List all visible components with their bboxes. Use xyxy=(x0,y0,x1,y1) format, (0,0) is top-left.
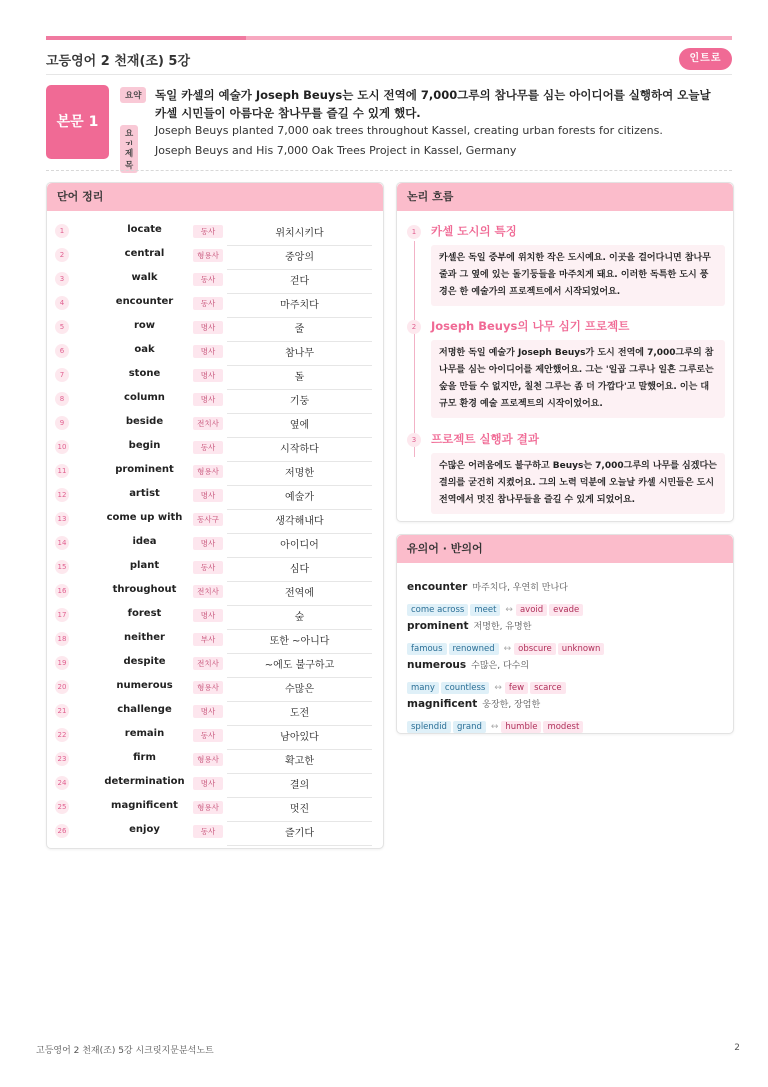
vocab-word: come up with xyxy=(106,512,183,523)
synonym-chip: famous xyxy=(407,643,447,655)
vocab-row xyxy=(47,435,383,459)
footer-text: 고등영어 2 천재(조) 5강 시크릿지문분석노트 xyxy=(36,1046,214,1056)
vocab-panel xyxy=(46,182,384,849)
part-of-speech-badge: 동사 xyxy=(193,561,223,574)
synonym-chip: renowned xyxy=(449,643,499,655)
vocab-row xyxy=(47,675,383,699)
vocab-number: 16 xyxy=(55,584,69,598)
vocab-word: neither xyxy=(124,632,165,643)
vocab-number: 13 xyxy=(55,512,69,526)
vocab-number: 19 xyxy=(55,656,69,670)
antonym-chip: humble xyxy=(501,721,541,733)
summary-text: 독일 카셀의 예술가 Joseph Beuys는 도시 전역에 7,000그루의 참나무를 심는 아이디어를 실행하여 오늘날 카셀 시민들이 아름다운 참나무를 즐길 수 있게 했다. xyxy=(155,88,711,120)
antonym-chip: obscure xyxy=(514,643,556,655)
synonym-chip: meet xyxy=(470,604,500,616)
part-of-speech-badge: 명사 xyxy=(193,489,223,502)
synonym-group xyxy=(407,653,727,693)
part-of-speech-badge: 전치사 xyxy=(193,585,223,598)
part-of-speech-badge: 명사 xyxy=(193,321,223,334)
opposite-arrow-icon: ↔ xyxy=(490,722,499,732)
vocab-word: encounter xyxy=(115,296,174,307)
vocab-number: 8 xyxy=(55,392,69,406)
vocab-meaning: 아이디어 xyxy=(227,536,372,558)
vocab-meaning: 기둥 xyxy=(227,392,372,414)
part-of-speech-badge: 형용사 xyxy=(193,753,223,766)
vocab-meaning: 줄 xyxy=(227,320,372,342)
vocab-number: 14 xyxy=(55,536,69,550)
header-divider xyxy=(46,74,732,75)
vocab-word: locate xyxy=(127,224,162,235)
vocab-number: 5 xyxy=(55,320,69,334)
part-of-speech-badge: 명사 xyxy=(193,777,223,790)
vocab-word: plant xyxy=(129,560,160,571)
vocab-meaning: 옆에 xyxy=(227,416,372,438)
part-of-speech-badge: 동사 xyxy=(193,297,223,310)
page-number: 2 xyxy=(734,1043,740,1053)
vocab-word: determination xyxy=(104,776,185,787)
vocab-meaning: 시작하다 xyxy=(227,440,372,462)
vocab-row xyxy=(47,651,383,675)
synonym-heading: 유의어 · 반의어 xyxy=(397,535,733,563)
step-body: 카셀은 독일 중부에 위치한 작은 도시예요. 이곳을 걸어다니면 참나무 줄과 그 옆에 있는 돌기둥들을 마주치게 돼요. 이러한 독특한 도시 풍경은 한 예술가의 프로젝트에서 시작되었어요. xyxy=(431,245,725,306)
vocab-word: column xyxy=(124,392,165,403)
vocab-word: beside xyxy=(125,416,164,427)
step-body: 저명한 독일 예술가 Joseph Beuys가 도시 전역에 7,000그루의 참나무를 심는 아이디어를 제안했어요. 그는 '일곱 그루나 일흔 그루로는 숲을 만들 수 없지만, 칠천 그루는 좀 더 가깝다'고 말했어요. 이는 대규모 환경 예술 프로젝트의 시작이었어요. xyxy=(431,340,725,418)
vocab-meaning: 확고한 xyxy=(227,752,372,774)
vocab-row xyxy=(47,627,383,651)
vocab-word: despite xyxy=(123,656,166,667)
vocab-number: 25 xyxy=(55,800,69,814)
synonym-group xyxy=(407,575,727,615)
vocab-row xyxy=(47,339,383,363)
vocab-row xyxy=(47,579,383,603)
vocab-number: 1 xyxy=(55,224,69,238)
vocab-meaning: 저명한 xyxy=(227,464,372,486)
vocab-row xyxy=(47,243,383,267)
part-of-speech-badge: 동사 xyxy=(193,441,223,454)
synonym-group xyxy=(407,614,727,654)
vocab-meaning: 결의 xyxy=(227,776,372,798)
step-body: 수많은 어려움에도 불구하고 Beuys는 7,000그루의 나무를 심겠다는 결의를 굳건히 지켰어요. 그의 노력 덕분에 오늘날 카셀 시민들은 도시 전역에서 멋진 참나무들을 즐길 수 있게 되었어요. xyxy=(431,453,725,514)
vocab-meaning: 도전 xyxy=(227,704,372,726)
antonym-chip: modest xyxy=(543,721,583,733)
part-of-speech-badge: 부사 xyxy=(193,633,223,646)
vocab-row xyxy=(47,411,383,435)
antonym-chip: unknown xyxy=(558,643,605,655)
vocab-heading: 단어 정리 xyxy=(47,183,383,211)
vocab-number: 7 xyxy=(55,368,69,382)
part-of-speech-badge: 동사 xyxy=(193,825,223,838)
vocab-meaning: 돌 xyxy=(227,368,372,390)
synonym-group xyxy=(407,692,727,732)
vocab-row xyxy=(47,387,383,411)
vocab-meaning: 수많은 xyxy=(227,680,372,702)
vocab-meaning: 생각해내다 xyxy=(227,512,372,534)
vocab-meaning: 중앙의 xyxy=(227,248,372,270)
vocab-meaning: ~에도 불구하고 xyxy=(227,656,372,678)
vocab-word: artist xyxy=(129,488,160,499)
vocab-row xyxy=(47,459,383,483)
vocab-number: 26 xyxy=(55,824,69,838)
vocab-row xyxy=(47,531,383,555)
vocab-row xyxy=(47,555,383,579)
vocab-row xyxy=(47,219,383,243)
intro-button[interactable]: 인트로 xyxy=(679,48,732,70)
timeline-line xyxy=(414,241,415,457)
part-of-speech-badge: 형용사 xyxy=(193,465,223,478)
part-of-speech-badge: 명사 xyxy=(193,393,223,406)
vocab-row xyxy=(47,267,383,291)
vocab-word: oak xyxy=(134,344,155,355)
part-of-speech-badge: 형용사 xyxy=(193,249,223,262)
vocab-row xyxy=(47,699,383,723)
step-title: 카셀 도시의 특징 xyxy=(431,224,517,238)
vocab-number: 17 xyxy=(55,608,69,622)
vocab-number: 21 xyxy=(55,704,69,718)
vocab-number: 4 xyxy=(55,296,69,310)
vocab-number: 15 xyxy=(55,560,69,574)
vocab-meaning: 멋진 xyxy=(227,800,372,822)
part-of-speech-badge: 명사 xyxy=(193,609,223,622)
part-of-speech-badge: 동사 xyxy=(193,273,223,286)
vocab-meaning: 숲 xyxy=(227,608,372,630)
vocab-number: 10 xyxy=(55,440,69,454)
synonym-meaning: 마주치다, 우연히 만나다 xyxy=(472,583,568,593)
part-of-speech-badge: 전치사 xyxy=(193,417,223,430)
vocab-word: stone xyxy=(128,368,161,379)
vocab-word: throughout xyxy=(112,584,177,595)
part-of-speech-badge: 명사 xyxy=(193,345,223,358)
vocab-meaning: 마주치다 xyxy=(227,296,372,318)
vocab-row xyxy=(47,795,383,819)
vocab-word: row xyxy=(133,320,156,331)
part-of-speech-badge: 명사 xyxy=(193,537,223,550)
part-of-speech-badge: 명사 xyxy=(193,705,223,718)
passage-label: 본문 1 xyxy=(46,85,109,159)
antonym-chip: avoid xyxy=(516,604,547,616)
step-title: 프로젝트 실행과 결과 xyxy=(431,432,539,446)
vocab-word: remain xyxy=(124,728,165,739)
section-divider xyxy=(46,170,732,171)
synonym-headword: magnificent xyxy=(407,698,478,710)
synonym-headword: prominent xyxy=(407,620,469,632)
vocab-meaning: 즐기다 xyxy=(227,824,372,846)
opposite-arrow-icon: ↔ xyxy=(505,605,513,615)
part-of-speech-badge: 전치사 xyxy=(193,657,223,670)
synonym-chip: splendid xyxy=(407,721,451,733)
vocab-meaning: 참나무 xyxy=(227,344,372,366)
synonym-chip: many xyxy=(407,682,439,694)
antonym-chip: scarce xyxy=(530,682,566,694)
vocab-number: 2 xyxy=(55,248,69,262)
vocab-row xyxy=(47,723,383,747)
step-number: 2 xyxy=(407,320,421,334)
vocab-row xyxy=(47,315,383,339)
step-title: Joseph Beuys의 나무 심기 프로젝트 xyxy=(431,319,630,333)
page-title: 고등영어 2 천재(조) 5강 xyxy=(46,54,191,69)
summary-tag: 요약 xyxy=(120,87,146,103)
vocab-number: 3 xyxy=(55,272,69,286)
part-of-speech-badge: 동사 xyxy=(193,729,223,742)
title-tag: 제목 xyxy=(120,145,138,173)
vocab-word: forest xyxy=(127,608,162,619)
vocab-number: 18 xyxy=(55,632,69,646)
gist-text: Joseph Beuys planted 7,000 oak trees throughout Kassel, creating urban forests for citizens. xyxy=(155,124,663,137)
vocab-word: magnificent xyxy=(111,800,178,811)
vocab-row xyxy=(47,603,383,627)
part-of-speech-badge: 형용사 xyxy=(193,681,223,694)
synonym-panel xyxy=(396,534,734,734)
synonym-headword: numerous xyxy=(407,659,467,671)
part-of-speech-badge: 동사구 xyxy=(193,513,223,526)
synonym-chip: grand xyxy=(453,721,486,733)
vocab-meaning: 위치시키다 xyxy=(227,224,372,246)
vocab-number: 12 xyxy=(55,488,69,502)
vocab-number: 9 xyxy=(55,416,69,430)
vocab-number: 22 xyxy=(55,728,69,742)
vocab-meaning: 또한 ~아니다 xyxy=(227,632,372,654)
vocab-word: challenge xyxy=(117,704,172,715)
top-accent-bar xyxy=(46,36,732,40)
logic-panel xyxy=(396,182,734,522)
vocab-word: enjoy xyxy=(129,824,160,835)
part-of-speech-badge: 동사 xyxy=(193,225,223,238)
vocab-row xyxy=(47,747,383,771)
synonym-chip: countless xyxy=(441,682,489,694)
vocab-number: 6 xyxy=(55,344,69,358)
part-of-speech-badge: 형용사 xyxy=(193,801,223,814)
vocab-word: walk xyxy=(131,272,158,283)
opposite-arrow-icon: ↔ xyxy=(494,683,502,693)
logic-heading: 논리 흐름 xyxy=(397,183,733,211)
vocab-meaning: 걷다 xyxy=(227,272,372,294)
antonym-chip: evade xyxy=(549,604,583,616)
vocab-number: 20 xyxy=(55,680,69,694)
page-header xyxy=(46,48,732,72)
gist-tag: 요 xyxy=(120,125,138,153)
synonym-meaning: 저명한, 유명한 xyxy=(473,622,532,632)
vocab-meaning: 남아있다 xyxy=(227,728,372,750)
title-text: Joseph Beuys and His 7,000 Oak Trees Project in Kassel, Germany xyxy=(155,144,517,157)
synonym-meaning: 수많은, 다수의 xyxy=(471,661,530,671)
vocab-word: central xyxy=(124,248,165,259)
vocab-word: firm xyxy=(133,752,156,763)
vocab-number: 24 xyxy=(55,776,69,790)
vocab-number: 11 xyxy=(55,464,69,478)
synonym-meaning: 웅장한, 장엄한 xyxy=(482,700,541,710)
vocab-row xyxy=(47,363,383,387)
vocab-meaning: 전역에 xyxy=(227,584,372,606)
synonym-headword: encounter xyxy=(407,581,468,593)
vocab-row xyxy=(47,771,383,795)
vocab-row xyxy=(47,819,383,843)
vocab-row xyxy=(47,483,383,507)
vocab-word: begin xyxy=(128,440,161,451)
vocab-word: idea xyxy=(132,536,157,547)
vocab-row xyxy=(47,507,383,531)
opposite-arrow-icon: ↔ xyxy=(503,644,512,654)
vocab-number: 23 xyxy=(55,752,69,766)
vocab-word: numerous xyxy=(116,680,173,691)
step-number: 1 xyxy=(407,225,421,239)
vocab-meaning: 심다 xyxy=(227,560,372,582)
step-number: 3 xyxy=(407,433,421,447)
part-of-speech-badge: 명사 xyxy=(193,369,223,382)
synonym-chip: come across xyxy=(407,604,468,616)
vocab-meaning: 예술가 xyxy=(227,488,372,510)
vocab-word: prominent xyxy=(115,464,174,475)
vocab-row xyxy=(47,291,383,315)
antonym-chip: few xyxy=(505,682,528,694)
